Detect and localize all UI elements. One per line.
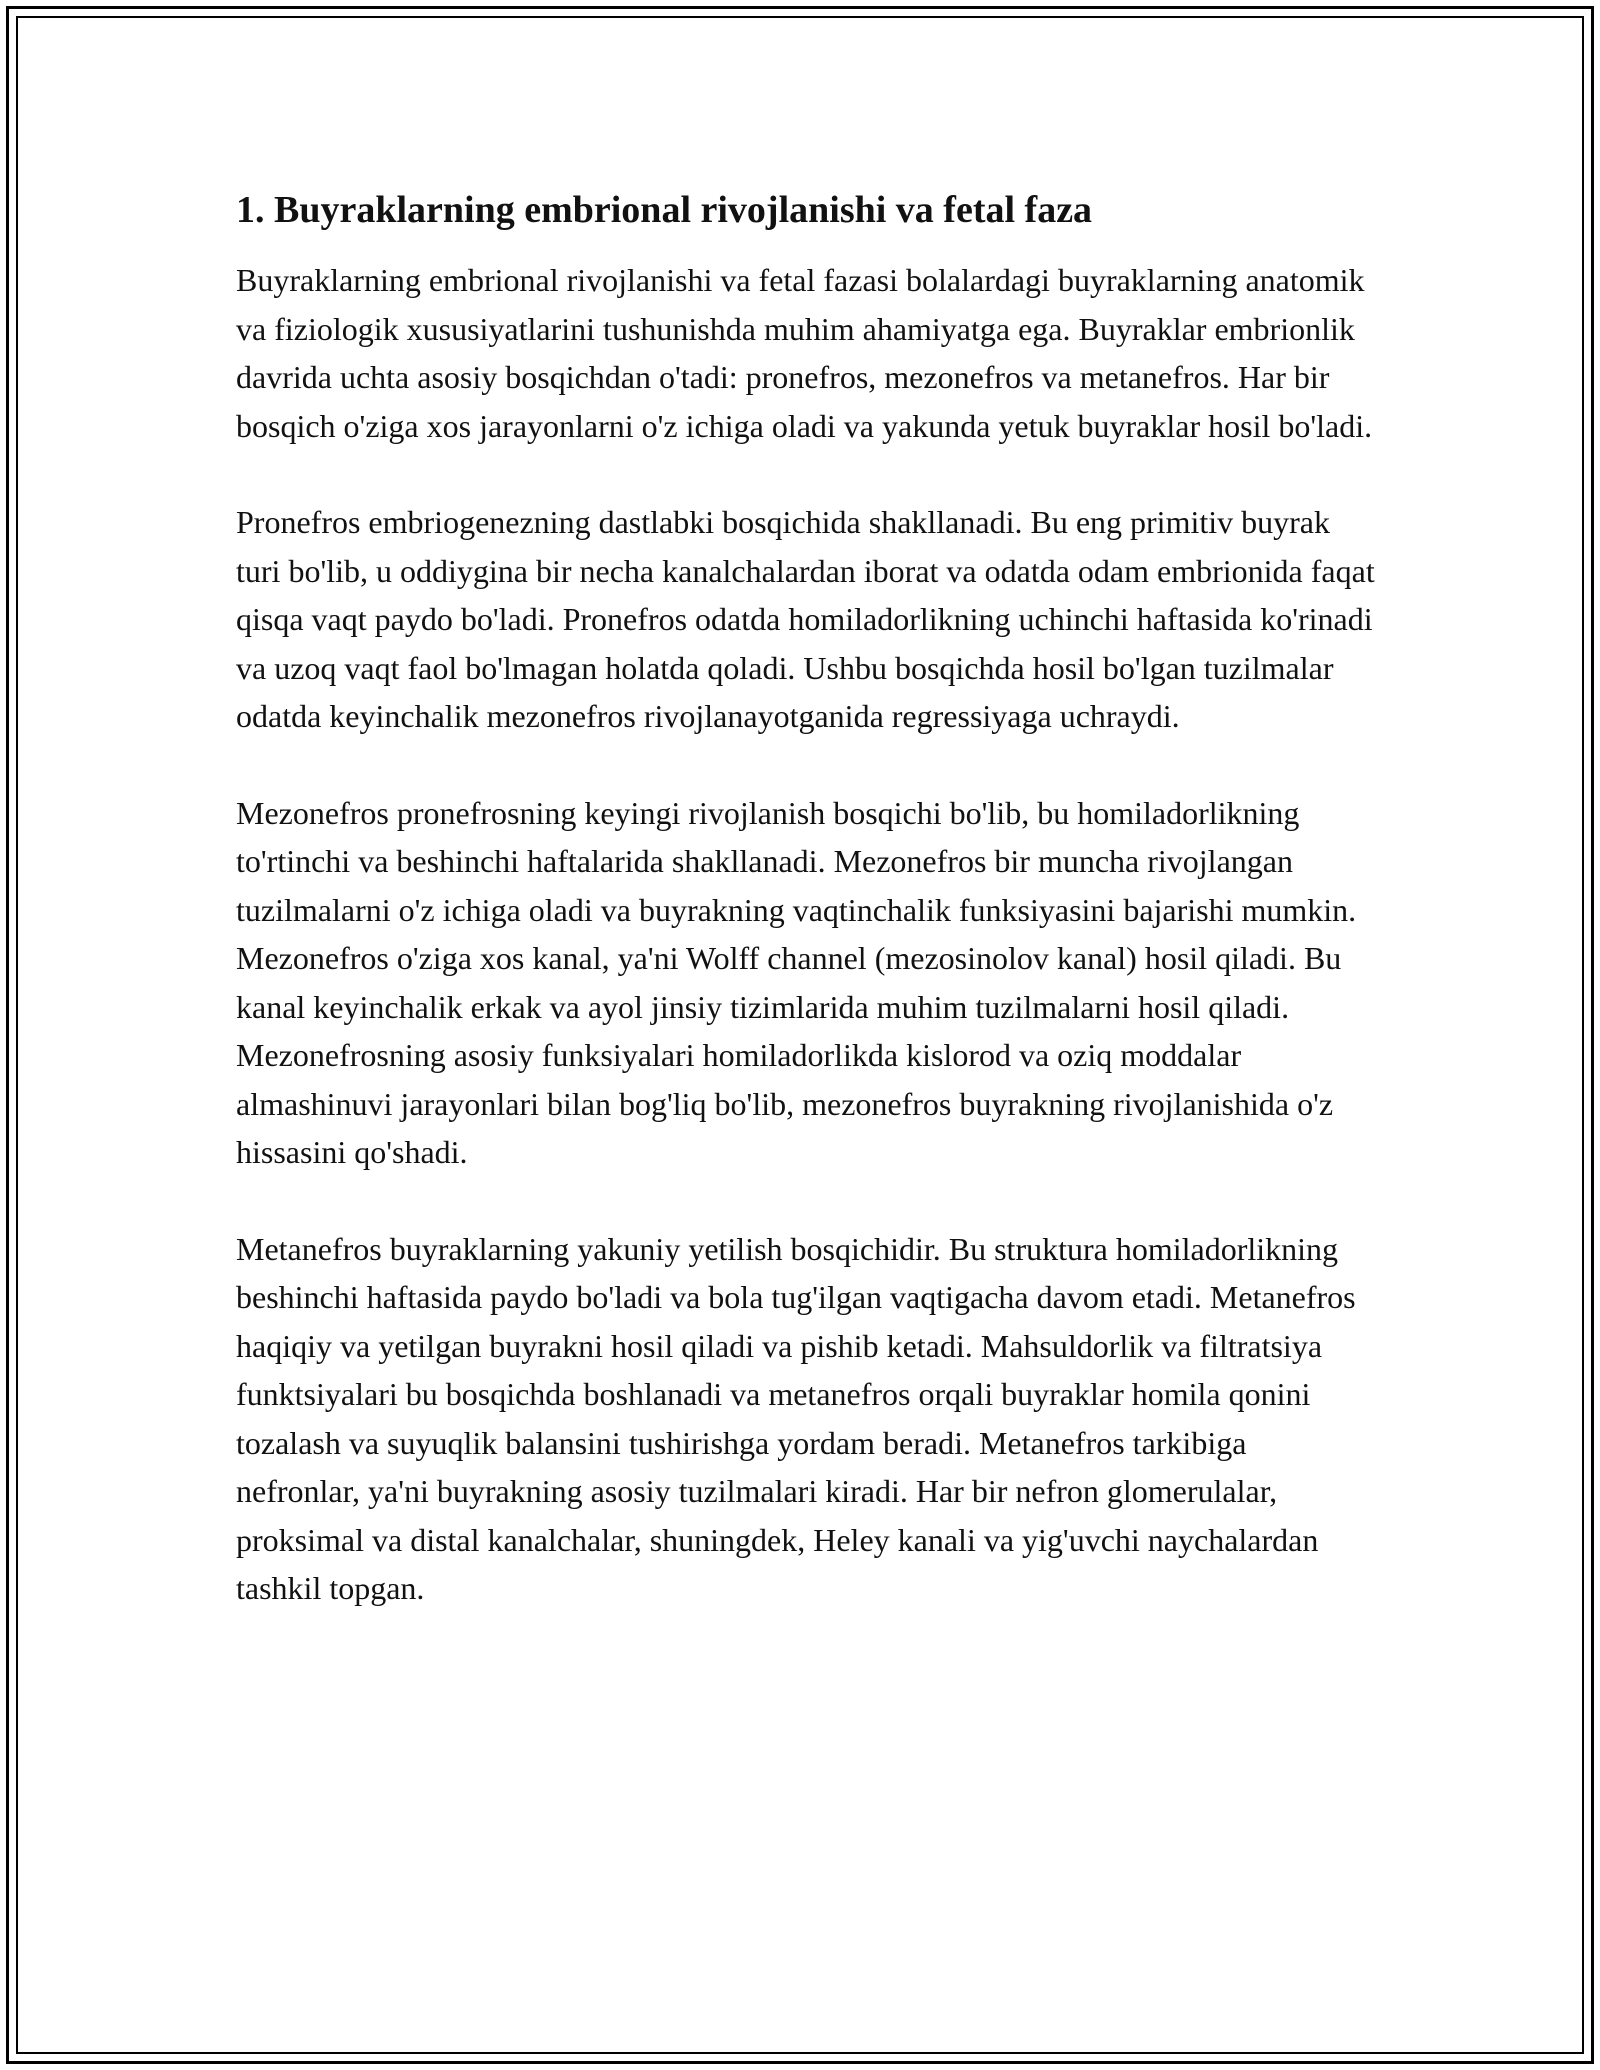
paragraph-mezonefros: Mezonefros pronefrosning keyingi rivojlanish bosqichi bo'lib, bu homiladorlikning to'rtinchi va beshinchi haftalarida shakllanadi. Mezonefros bir muncha rivojlangan tuzilmalarni o'z ichiga oladi va buyrakning vaqtinchalik funksiyasini bajarishi mumkin. Mezonefros o'ziga xos kanal, ya'ni Wolff channel (mezosinolov kanal) hosil qiladi. Bu kanal keyinchalik erkak va ayol jinsiy tizimlarida muhim tuzilmalarni hosil qiladi. Mezonefrosning asosiy funksiyalari homiladorlikda kislorod va oziq moddalar almashinuvi jarayonlari bilan bog'liq bo'lib, mezonefros buyrakning rivojlanishida o'z hissasini qo'shadi. (236, 794, 1357, 1170)
paragraph-metanefros: Metanefros buyraklarning yakuniy yetilish bosqichidir. Bu struktura homiladorlikning beshinchi haftasida paydo bo'ladi va bola tug'ilgan vaqtigacha davom etadi. Metanefros haqiqiy va yetilgan buyrakni hosil qiladi va pishib ketadi. Mahsuldorlik va filtratsiya funktsiyalari bu bosqichda boshlanadi va metanefros orqali buyraklar homila qonini tozalash va suyuqlik balansini tushirishga yordam beradi. Metanefros tarkibiga nefronlar, ya'ni buyrakning asosiy tuzilmalari kiradi. Har bir nefron glomerulalar, proksimal va distal kanalchalar, shuningdek, Heley kanali va yig'uvchi naychalardan tashkil topgan. (236, 1230, 1356, 1606)
section-heading: 1. Buyraklarning embrional rivojlanishi va fetal faza (236, 189, 1093, 231)
paragraph-pronefros: Pronefros embriogenezning dastlabki bosqichida shakllanadi. Bu eng primitiv buyrak turi bo'lib, u oddiygina bir necha kanalchalardan iborat va odatda odam embrionida faqat qisqa vaqt paydo bo'ladi. Pronefros odatda homiladorlikning uchinchi haftasida ko'rinadi va uzoq vaqt faol bo'lmagan holatda qoladi. Ushbu bosqichda hosil bo'lgan tuzilmalar odatda keyinchalik mezonefros rivojlanayotganida regressiyaga uchraydi. (236, 504, 1375, 734)
paragraph-intro: Buyraklarning embrional rivojlanishi va fetal fazasi bolalardagi buyraklarning anatomik va fiziologik xususiyatlarini tushunishda muhim ahamiyatga ega. Buyraklar embrionlik davrida uchta asosiy bosqichdan o'tadi: pronefros, mezonefros va metanefros. Har bir bosqich o'ziga xos jarayonlarni o'z ichiga oladi va yakunda yetuk buyraklar hosil bo'ladi. (236, 262, 1373, 444)
document-body (236, 186, 1376, 1661)
